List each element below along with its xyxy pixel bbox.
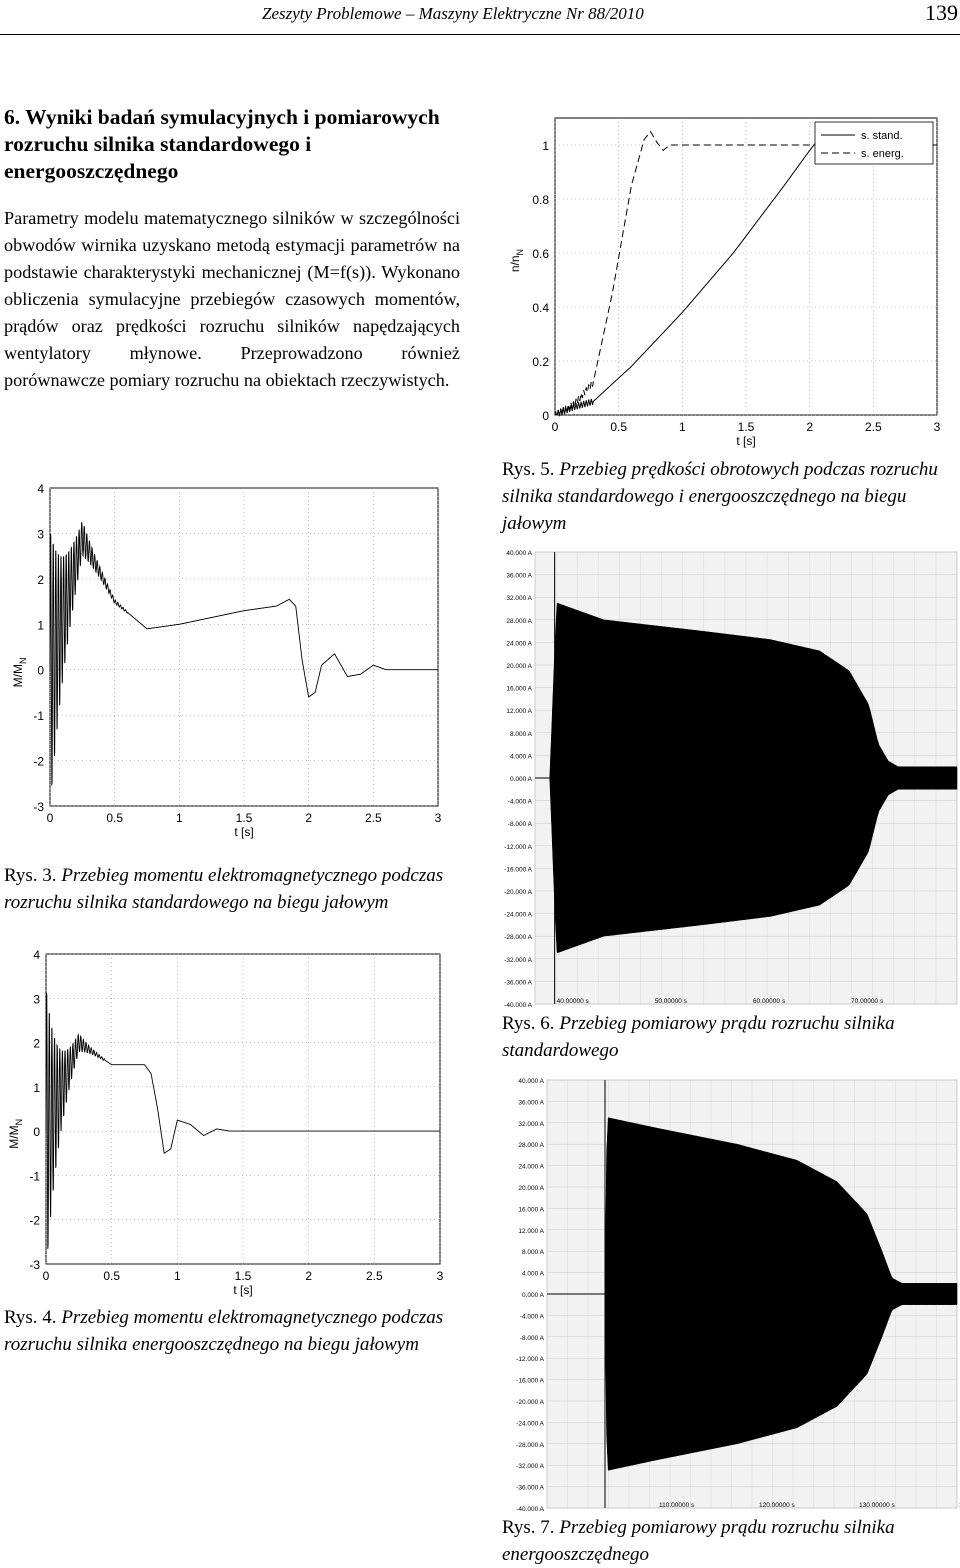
x-tick-label: 0.5 <box>103 1269 121 1283</box>
figure-7-label: Rys. 7. <box>502 1517 555 1538</box>
scope-x-tick-label: 120.00000 s <box>759 1502 795 1509</box>
scope-y-tick-label: -32.000 A <box>504 956 532 964</box>
y-tick-label: 0.6 <box>532 247 549 261</box>
y-tick-label: -3 <box>29 1258 40 1272</box>
scope-y-tick-label: -4.000 A <box>507 798 532 806</box>
y-tick-label: -1 <box>29 1169 40 1184</box>
x-axis-label: t [s] <box>736 434 756 448</box>
x-tick-label: 3 <box>933 420 941 434</box>
scope-y-tick-label: 0.000 A <box>521 1292 544 1299</box>
scope-y-tick-label: -12.000 A <box>504 843 532 851</box>
y-tick-label: 3 <box>33 992 40 1007</box>
scope-y-tick-label: -20.000 A <box>504 889 532 896</box>
scope-y-tick-label: -8.000 A <box>519 1334 544 1342</box>
figure-6-caption-text: Przebieg pomiarowy prądu rozruchu silnika standardowego <box>502 1013 895 1061</box>
scope-y-tick-label: 16.000 A <box>518 1206 544 1214</box>
scope-x-tick-label: 40.00000 s <box>556 998 589 1005</box>
scope-y-tick-label: -40.000 A <box>516 1506 544 1513</box>
x-tick-label: 1.5 <box>235 811 253 825</box>
scope-y-tick-label: -20.000 A <box>516 1399 544 1406</box>
figure-6-label: Rys. 6. <box>502 1013 555 1034</box>
scope-y-tick-label: 8.000 A <box>509 730 532 738</box>
scope-y-tick-label: 0.000 A <box>509 776 532 783</box>
figure-7-caption <box>502 1514 942 1568</box>
y-tick-label: 3 <box>37 527 44 542</box>
plot-frame <box>46 954 440 1264</box>
scope-y-tick-label: 36.000 A <box>518 1099 544 1107</box>
y-axis-label: $M/M_N$ <box>11 657 28 688</box>
scope-x-tick-label: 130.00000 s <box>859 1502 895 1509</box>
scope-y-tick-label: 12.000 A <box>506 708 532 716</box>
y-tick-label: 4 <box>33 948 40 962</box>
scope-y-tick-label: -28.000 A <box>504 934 532 942</box>
figure-3-caption <box>4 862 444 916</box>
scope-y-tick-label: 20.000 A <box>518 1185 544 1192</box>
scope-y-tick-label: 40.000 A <box>506 550 532 557</box>
plot-frame <box>50 488 438 806</box>
x-tick-label: 0.5 <box>610 420 628 434</box>
scope-y-tick-label: -4.000 A <box>519 1313 544 1321</box>
scope-x-tick-label: 50.00000 s <box>654 998 687 1005</box>
x-tick-label: 2.5 <box>365 1269 383 1283</box>
x-tick-label: 2 <box>305 811 313 825</box>
scope-y-tick-label: -36.000 A <box>504 979 532 987</box>
scope-y-tick-label: 36.000 A <box>506 572 532 580</box>
scope-y-tick-label: 4.000 A <box>521 1270 544 1278</box>
figure-6-caption <box>502 1010 942 1064</box>
figure-4-chart <box>0 940 460 1300</box>
figure-5-label: Rys. 5. <box>502 459 555 480</box>
scope-y-tick-label: 40.000 A <box>518 1078 544 1085</box>
x-tick-label: 0 <box>46 811 54 825</box>
scope-y-tick-label: 20.000 A <box>506 663 532 670</box>
figure-5-caption-text: Przebieg prędkości obrotowych podczas rozruchu silnika standardowego i energooszczędnego na biegu jałowym <box>502 459 938 534</box>
figure-4-caption-text: Przebieg momentu elektromagnetycznego podczas rozruchu silnika energooszczędnego na biegu jałowym <box>4 1307 444 1355</box>
x-tick-label: 1 <box>678 420 686 434</box>
x-tick-label: 3 <box>434 811 442 825</box>
y-tick-label: 0.2 <box>532 355 549 369</box>
x-tick-label: 1 <box>175 811 183 825</box>
y-tick-label: -1 <box>33 709 44 724</box>
y-tick-label: 0.4 <box>532 301 549 315</box>
y-tick-label: 0 <box>33 1125 40 1140</box>
scope-y-tick-label: 12.000 A <box>518 1227 544 1235</box>
y-tick-label: 1 <box>37 618 44 633</box>
scope-y-tick-label: -16.000 A <box>516 1377 544 1385</box>
legend-label: s. stand. <box>861 130 903 142</box>
x-tick-label: 1 <box>173 1269 181 1283</box>
scope-x-tick-label: 110.00000 s <box>659 1502 695 1509</box>
x-tick-label: 3 <box>436 1269 444 1283</box>
y-tick-label: 4 <box>37 482 44 496</box>
figure-5-caption <box>502 456 958 537</box>
paragraph: Parametry modelu matematycznego silników w szczególności obwodów wirnika uzyskano metodą estymacji parametrów na podstawie charakterystyki mechanicznej (M=f(s)). Wykonano obliczenia symulacyjne przebiegów czasowych momentów, prądów oraz prędkości rozruchu silników napędzających wentylatory młynowe. Przeprowadzono również porównawcze pomiary rozruchu na obiektach rzeczywistych. <box>4 208 460 390</box>
x-tick-label: 2 <box>305 1269 313 1283</box>
y-tick-label: -3 <box>33 800 44 814</box>
page-number: 139 <box>925 0 958 25</box>
x-tick-label: 0 <box>42 1269 50 1283</box>
journal-title: Zeszyty Problemowe – Maszyny Elektryczne Nr 88/2010 <box>262 4 644 23</box>
scope-y-tick-label: 24.000 A <box>506 640 532 648</box>
y-tick-label: 1 <box>542 139 549 153</box>
y-tick-label: 0 <box>37 663 44 678</box>
x-axis-label: t [s] <box>234 825 254 839</box>
scope-x-tick-label: 60.00000 s <box>752 998 786 1005</box>
y-tick-label: -2 <box>29 1213 40 1228</box>
scope-y-tick-label: 32.000 A <box>506 595 532 603</box>
x-tick-label: 2.5 <box>864 420 882 434</box>
x-tick-label: 0.5 <box>106 811 124 825</box>
scope-y-tick-label: -8.000 A <box>507 821 532 829</box>
x-tick-label: 2.5 <box>364 811 382 825</box>
y-axis-label: $n/n_N$ <box>508 248 525 273</box>
header-rule <box>0 34 960 35</box>
legend-label: s. energ. <box>861 148 904 160</box>
x-tick-label: 1.5 <box>737 420 755 434</box>
figure-7-caption-text: Przebieg pomiarowy prądu rozruchu silnika energooszczędnego <box>502 1517 895 1565</box>
scope-y-tick-label: 28.000 A <box>506 617 532 625</box>
figure-7-chart <box>495 1076 960 1514</box>
y-tick-label: 0.8 <box>532 193 549 207</box>
figure-5-chart <box>500 108 960 453</box>
x-tick-label: 1.5 <box>234 1269 252 1283</box>
scope-y-tick-label: -28.000 A <box>516 1441 544 1449</box>
scope-y-tick-label: -32.000 A <box>516 1463 544 1471</box>
x-tick-label: 0 <box>551 420 559 434</box>
scope-y-tick-label: -16.000 A <box>504 866 532 874</box>
page-header <box>0 0 960 40</box>
figure-3-chart <box>0 478 460 858</box>
figure-3-caption-text: Przebieg momentu elektromagnetycznego podczas rozruchu silnika standardowego na biegu jałowym <box>4 865 444 913</box>
scope-y-tick-label: -36.000 A <box>516 1484 544 1492</box>
scope-y-tick-label: 32.000 A <box>518 1120 544 1128</box>
y-axis-label: $M/M_N$ <box>7 1118 24 1149</box>
x-tick-label: 2 <box>806 420 814 434</box>
y-tick-label: 2 <box>33 1036 40 1051</box>
scope-y-tick-label: 4.000 A <box>509 753 532 761</box>
y-tick-label: 1 <box>33 1080 40 1095</box>
scope-y-tick-label: 28.000 A <box>518 1142 544 1150</box>
y-tick-label: 2 <box>37 572 44 587</box>
figure-3-label: Rys. 3. <box>4 865 57 886</box>
x-axis-label: t [s] <box>233 1283 253 1297</box>
section-heading: 6. Wyniki badań symulacyjnych i pomiarowych rozruchu silnika standardowego i energooszczędnego <box>4 105 440 183</box>
scope-y-tick-label: 8.000 A <box>521 1249 544 1257</box>
scope-y-tick-label: -24.000 A <box>504 911 532 919</box>
scope-y-tick-label: 16.000 A <box>506 685 532 693</box>
scope-y-tick-label: -12.000 A <box>516 1356 544 1364</box>
figure-4-label: Rys. 4. <box>4 1307 57 1328</box>
y-tick-label: -2 <box>33 754 44 769</box>
scope-y-tick-label: -24.000 A <box>516 1420 544 1428</box>
figure-4-caption <box>4 1304 444 1358</box>
scope-x-tick-label: 70.00000 s <box>851 998 884 1005</box>
scope-y-tick-label: 24.000 A <box>518 1163 544 1171</box>
y-tick-label: 0 <box>542 409 549 423</box>
body-text <box>4 205 460 394</box>
scope-y-tick-label: -40.000 A <box>504 1002 532 1009</box>
figure-6-chart <box>495 548 960 1010</box>
